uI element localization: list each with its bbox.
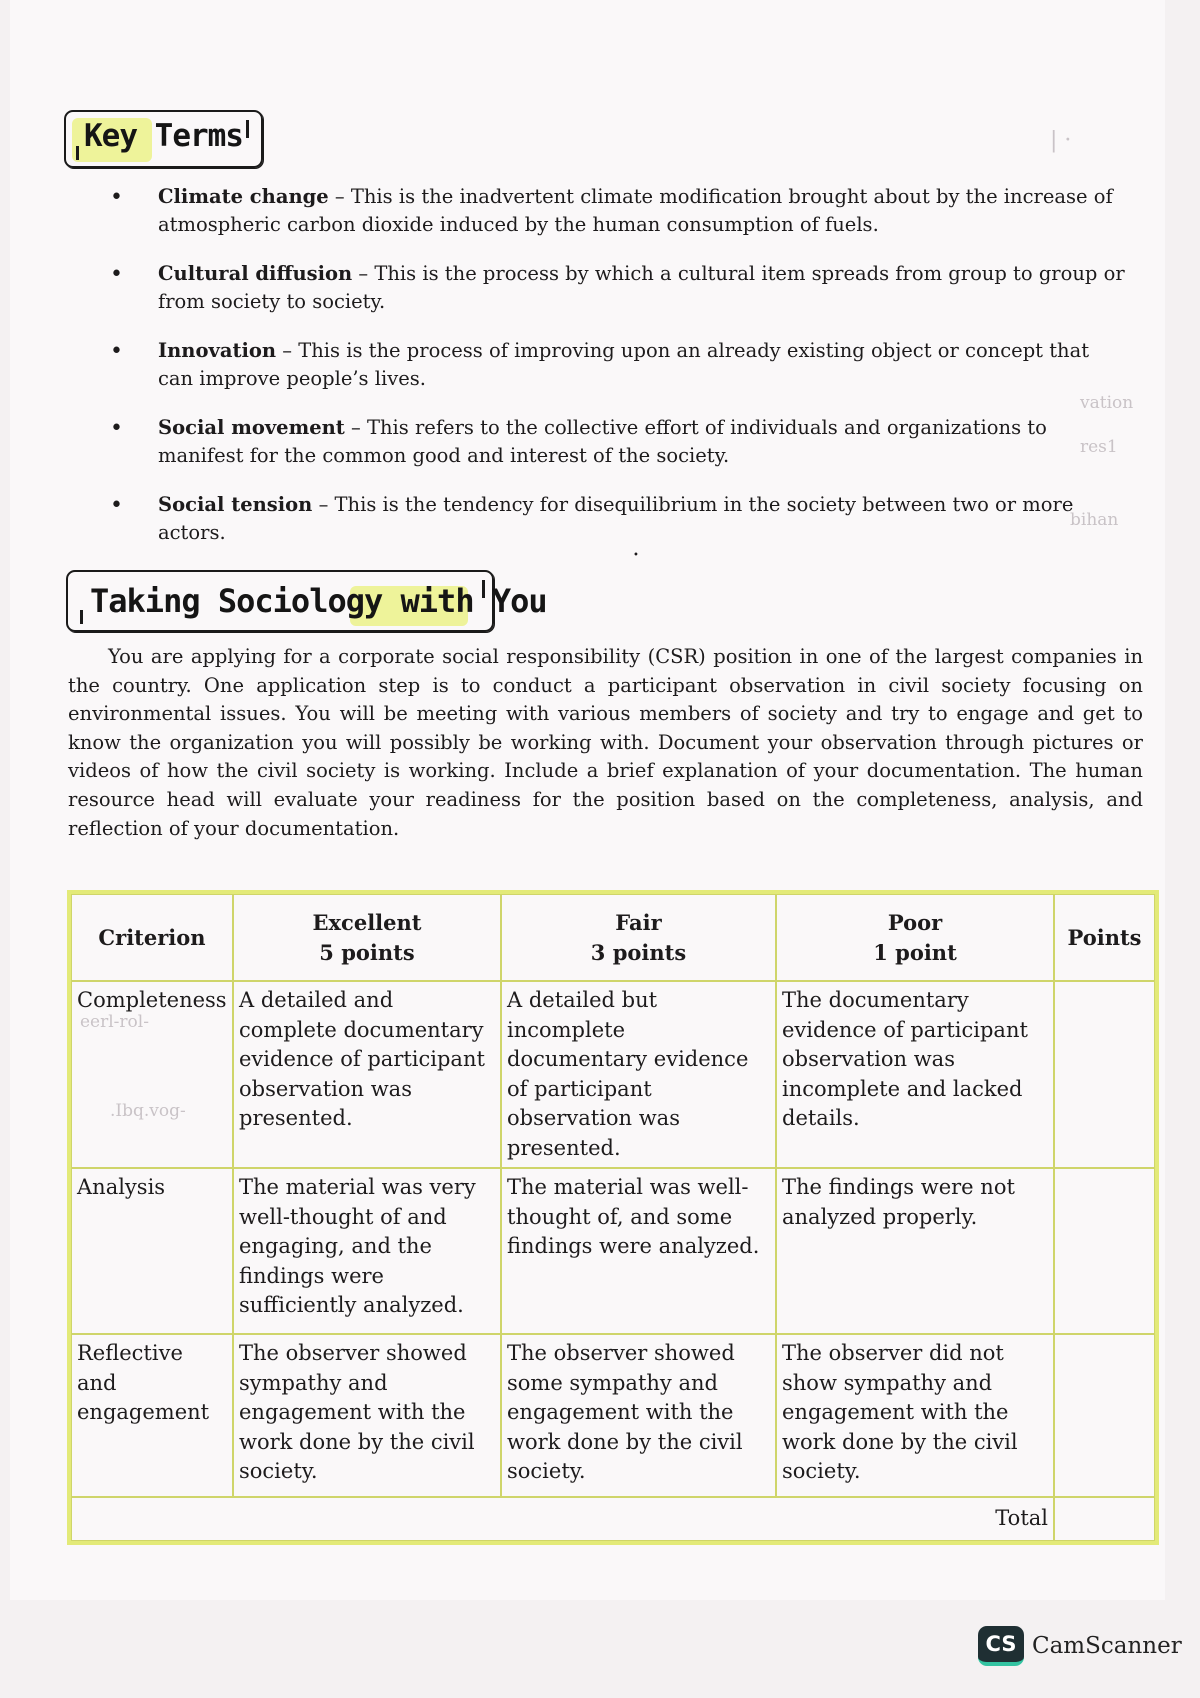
header-fair-label: Fair bbox=[615, 910, 662, 935]
key-term-item bbox=[100, 414, 1130, 470]
table-row bbox=[71, 1168, 1155, 1334]
key-term-item bbox=[100, 260, 1130, 316]
bleed-through-line: vation bbox=[1080, 393, 1134, 413]
bleed-through-line: res1 bbox=[1080, 437, 1118, 457]
bullet-icon: • bbox=[110, 339, 123, 364]
key-term-definition: – This is the process by which a cultural item spreads from group to group or from society to society. bbox=[158, 262, 1125, 313]
fair-cell: The observer showed some sympathy and engagement with the work done by the civil society. bbox=[501, 1334, 776, 1497]
fair-cell: The material was well-thought of, and some findings were analyzed. bbox=[501, 1168, 776, 1334]
poor-cell: The observer did not show sympathy and engagement with the work done by the civil society. bbox=[776, 1334, 1054, 1497]
excellent-cell: A detailed and complete documentary evidence of participant observation was presented. bbox=[233, 981, 501, 1168]
key-term-title: Social tension bbox=[158, 493, 313, 516]
table-row bbox=[71, 981, 1155, 1168]
stray-dot: • bbox=[633, 550, 639, 561]
fair-cell: A detailed but incomplete documentary evidence of participant observation was presented. bbox=[501, 981, 776, 1168]
bleed-through-line: | · bbox=[1050, 128, 1072, 153]
camscanner-watermark bbox=[978, 1626, 1182, 1666]
criterion-cell: Reflective and engagement bbox=[71, 1334, 233, 1497]
key-terms-list bbox=[100, 183, 1130, 568]
key-term-item bbox=[100, 491, 1130, 547]
poor-cell: The documentary evidence of participant observation was incomplete and lacked details. bbox=[776, 981, 1054, 1168]
points-cell bbox=[1054, 981, 1155, 1168]
bullet-icon: • bbox=[110, 262, 123, 287]
criterion-cell: Analysis bbox=[71, 1168, 233, 1334]
rubric-table bbox=[70, 893, 1156, 1542]
camscanner-text: CamScanner bbox=[1032, 1633, 1182, 1659]
key-term-definition: – This is the inadvertent climate modification brought about by the increase of atmospheric carbon dioxide induced by the human consumption of fuels. bbox=[158, 185, 1113, 236]
bleed-through-line: eerl-rol- bbox=[80, 1012, 149, 1032]
header-fair-points: 3 points bbox=[590, 939, 687, 965]
header-fair bbox=[501, 894, 776, 981]
header-poor-label: Poor bbox=[887, 910, 943, 935]
key-term-definition: – This is the tendency for disequilibrium in the society between two or more actors. bbox=[158, 493, 1074, 544]
taking-sociology-heading: Taking Sociology with You bbox=[90, 582, 547, 620]
header-poor bbox=[776, 894, 1054, 981]
key-term-title: Climate change bbox=[158, 185, 329, 208]
heading-tick-left bbox=[80, 610, 83, 624]
key-term-definition: – This is the process of improving upon an already existing object or concept that can improve people’s lives. bbox=[158, 339, 1090, 390]
poor-cell: The findings were not analyzed properly. bbox=[776, 1168, 1054, 1334]
bullet-icon: • bbox=[110, 416, 123, 441]
table-header-row bbox=[71, 894, 1155, 981]
points-cell bbox=[1054, 1168, 1155, 1334]
total-row bbox=[71, 1497, 1155, 1541]
key-term-title: Social movement bbox=[158, 416, 345, 439]
heading-tick-left bbox=[76, 146, 79, 160]
header-poor-points: 1 point bbox=[873, 939, 957, 965]
bleed-through-line: bihan bbox=[1070, 510, 1119, 530]
camscanner-logo: CS bbox=[978, 1626, 1024, 1666]
header-points: Points bbox=[1054, 894, 1155, 981]
bleed-through-line: .Ibq.vog- bbox=[110, 1101, 186, 1121]
header-excellent bbox=[233, 894, 501, 981]
bullet-icon: • bbox=[110, 493, 123, 518]
key-term-title: Innovation bbox=[158, 339, 277, 362]
header-criterion: Criterion bbox=[71, 894, 233, 981]
key-term-item bbox=[100, 337, 1130, 393]
table-row bbox=[71, 1334, 1155, 1497]
header-excellent-points: 5 points bbox=[319, 939, 415, 965]
excellent-cell: The observer showed sympathy and engagement with the work done by the civil society. bbox=[233, 1334, 501, 1497]
bullet-icon: • bbox=[110, 185, 123, 210]
key-terms-heading: Key Terms bbox=[84, 118, 243, 154]
key-term-item bbox=[100, 183, 1130, 239]
header-excellent-label: Excellent bbox=[312, 910, 422, 935]
excellent-cell: The material was very well-thought of and engaging, and the findings were sufficiently analyzed. bbox=[233, 1168, 501, 1334]
taking-sociology-paragraph: You are applying for a corporate social responsibility (CSR) position in one of the largest companies in the country. One application step is to conduct a participant observation in civil society focusing on environmental issues. You will be meeting with various members of society and try to engage and get to know the organization you will possibly be working with. Document your observation through pictures or videos of how the civil society is working. Include a brief explanation of your documentation. The human resource head will evaluate your readiness for the position based on the completeness, analysis, and reflection of your documentation. bbox=[68, 645, 1143, 840]
heading-tick-right bbox=[246, 120, 249, 138]
total-points-cell bbox=[1054, 1497, 1155, 1541]
key-term-title: Cultural diffusion bbox=[158, 262, 353, 285]
criterion-cell: Completeness bbox=[71, 981, 233, 1168]
points-cell bbox=[1054, 1334, 1155, 1497]
key-term-definition: – This refers to the collective effort of individuals and organizations to manifest for the common good and interest of the society. bbox=[158, 416, 1047, 467]
total-label: Total bbox=[71, 1497, 1054, 1541]
